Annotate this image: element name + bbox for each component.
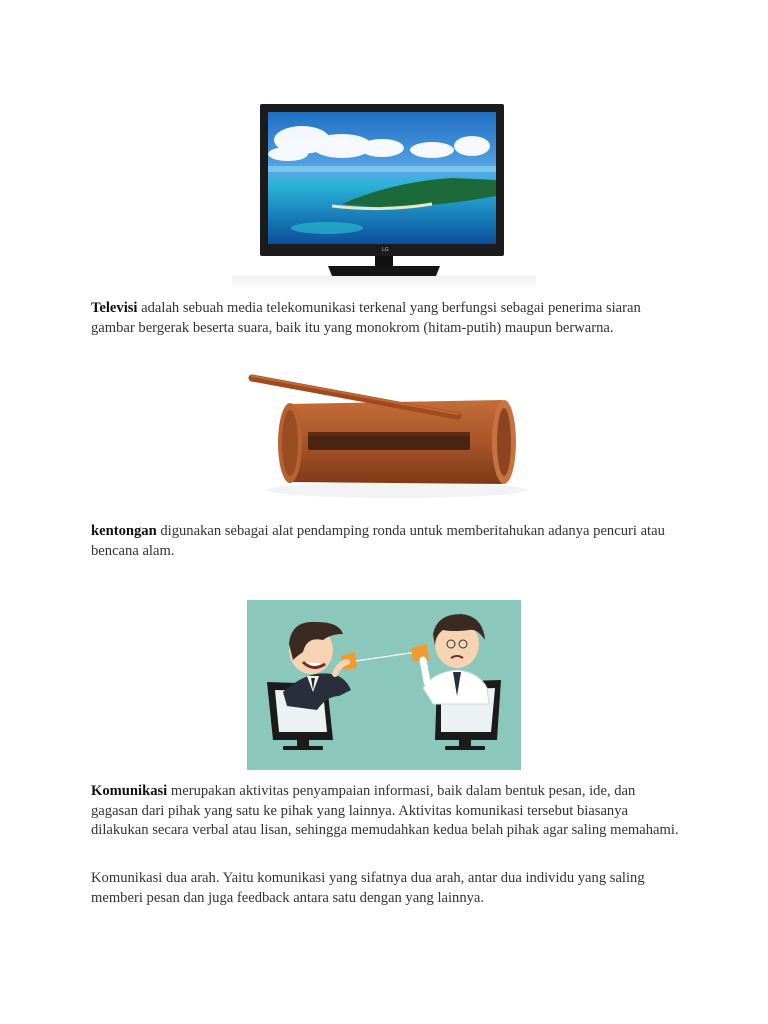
kentongan-paragraph bbox=[91, 522, 681, 561]
komunikasi-image bbox=[247, 600, 521, 770]
komunikasi-paragraph bbox=[91, 782, 681, 841]
kentongan-image bbox=[232, 360, 542, 505]
komunikasi-term: Komunikasi bbox=[91, 783, 168, 799]
kentongan-text: digunakan sebagai alat pendamping ronda untuk memberitahukan adanya pencuri atau bencana alam. bbox=[91, 523, 665, 559]
televisi-paragraph bbox=[91, 299, 681, 338]
televisi-text: adalah sebuah media telekomunikasi terkenal yang berfungsi sebagai penerima siaran gambar bergerak beserta suara, baik itu yang monokrom (hitam-putih) maupun berwarna. bbox=[91, 300, 641, 336]
television-image bbox=[232, 100, 536, 290]
televisi-term: Televisi bbox=[91, 300, 138, 316]
komunikasi-text: merupakan aktivitas penyampaian informasi, baik dalam bentuk pesan, ide, dan gagasan dari pihak yang satu ke pihak yang lainnya. Aktivitas komunikasi tersebut biasanya dilakukan secara verbal atau lisan, sehingga memudahkan kedua belah pihak agar saling memahami. bbox=[91, 783, 679, 838]
kentongan-term: kentongan bbox=[91, 523, 157, 539]
komunikasi-dua-arah-paragraph: Komunikasi dua arah. Yaitu komunikasi yang sifatnya dua arah, antar dua individu yang saling memberi pesan dan juga feedback antara satu dengan yang lainnya. bbox=[91, 870, 645, 906]
tv-logo-text: LG bbox=[382, 247, 389, 253]
